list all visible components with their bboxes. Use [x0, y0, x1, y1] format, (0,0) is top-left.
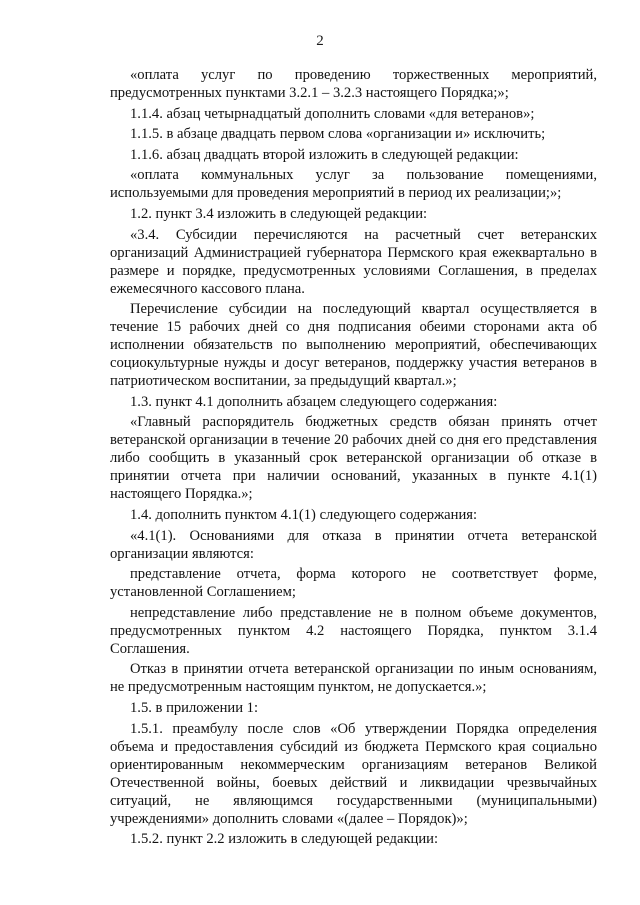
paragraph: 1.1.6. абзац двадцать второй изложить в следующей редакции: — [130, 146, 519, 163]
paragraph: 1.1.4. абзац четырнадцатый дополнить словами «для ветеранов»; — [130, 105, 535, 122]
page-number: 2 — [316, 33, 324, 49]
paragraph: «4.1(1). Основаниями для отказа в принятии отчета ветеранской организации являются: — [110, 527, 597, 562]
paragraph: «оплата услуг по проведению торжественных мероприятий, предусмотренных пунктами 3.2.1 – 3.2.3 настоящего Порядка;»; — [110, 67, 597, 101]
paragraph: представление отчета, форма которого не соответствует форме, установленной Соглашением; — [110, 566, 597, 601]
paragraph: 1.4. дополнить пунктом 4.1(1) следующего содержания: — [130, 506, 478, 523]
paragraph: «оплата коммунальных услуг за пользование помещениями, используемыми для проведения мероприятий в период их реализации;»; — [110, 167, 597, 202]
document-body — [110, 66, 597, 851]
paragraph: непредставление либо представление не в полном объеме документов, предусмотренных пунктом 4.2 настоящего Порядка, пунктом 3.1.4 Соглашения. — [110, 604, 597, 657]
paragraph: «3.4. Субсидии перечисляются на расчетный счет ветеранских организаций Администрацией губернатора Пермского края ежеквартально в размере и порядке, предусмотренных условиями Соглашения, в пределах ежемесячного кассового плана. — [110, 226, 597, 297]
paragraph: 1.5. в приложении 1: — [130, 699, 259, 716]
paragraph: Перечисление субсидии на последующий квартал осуществляется в течение 15 рабочих дней со дня подписания обеими сторонами акта об исполнении обязательств по выполнению мероприятий, обеспечивающих социокультурные нужды и досуг ветеранов, поддержку участия ветеранов в патриотическом воспитании, за предыдущий квартал.»; — [110, 301, 597, 390]
paragraph: «Главный распорядитель бюджетных средств обязан принять отчет ветеранской организации в течение 20 рабочих дней со дня его представления либо сообщить в указанный срок ветеранской организации об отказе в принятии отчета при наличии оснований, указанных в пункте 4.1(1) настоящего Порядка.»; — [110, 414, 597, 503]
paragraph: Отказ в принятии отчета ветеранской организации по иным основаниям, не предусмотренным настоящим пунктом, не допускается.»; — [110, 661, 597, 696]
paragraph: 1.3. пункт 4.1 дополнить абзацем следующего содержания: — [130, 393, 498, 410]
paragraph: 1.5.1. преамбулу после слов «Об утверждении Порядка определения объема и предоставления субсидий из бюджета Пермского края социально ориентированным некоммерческим организациям ветеранов Великой Отечественной войны, боевых действий и ликвидации чрезвычайных ситуаций, не являющимся государственными (муниципальными) учреждениями» дополнить словами «(далее – Порядок)»; — [110, 720, 597, 827]
paragraph: 1.1.5. в абзаце двадцать первом слова «организации и» исключить; — [130, 126, 546, 143]
paragraph: 1.5.2. пункт 2.2 изложить в следующей редакции: — [130, 831, 439, 848]
paragraph: 1.2. пункт 3.4 изложить в следующей редакции: — [130, 205, 428, 222]
